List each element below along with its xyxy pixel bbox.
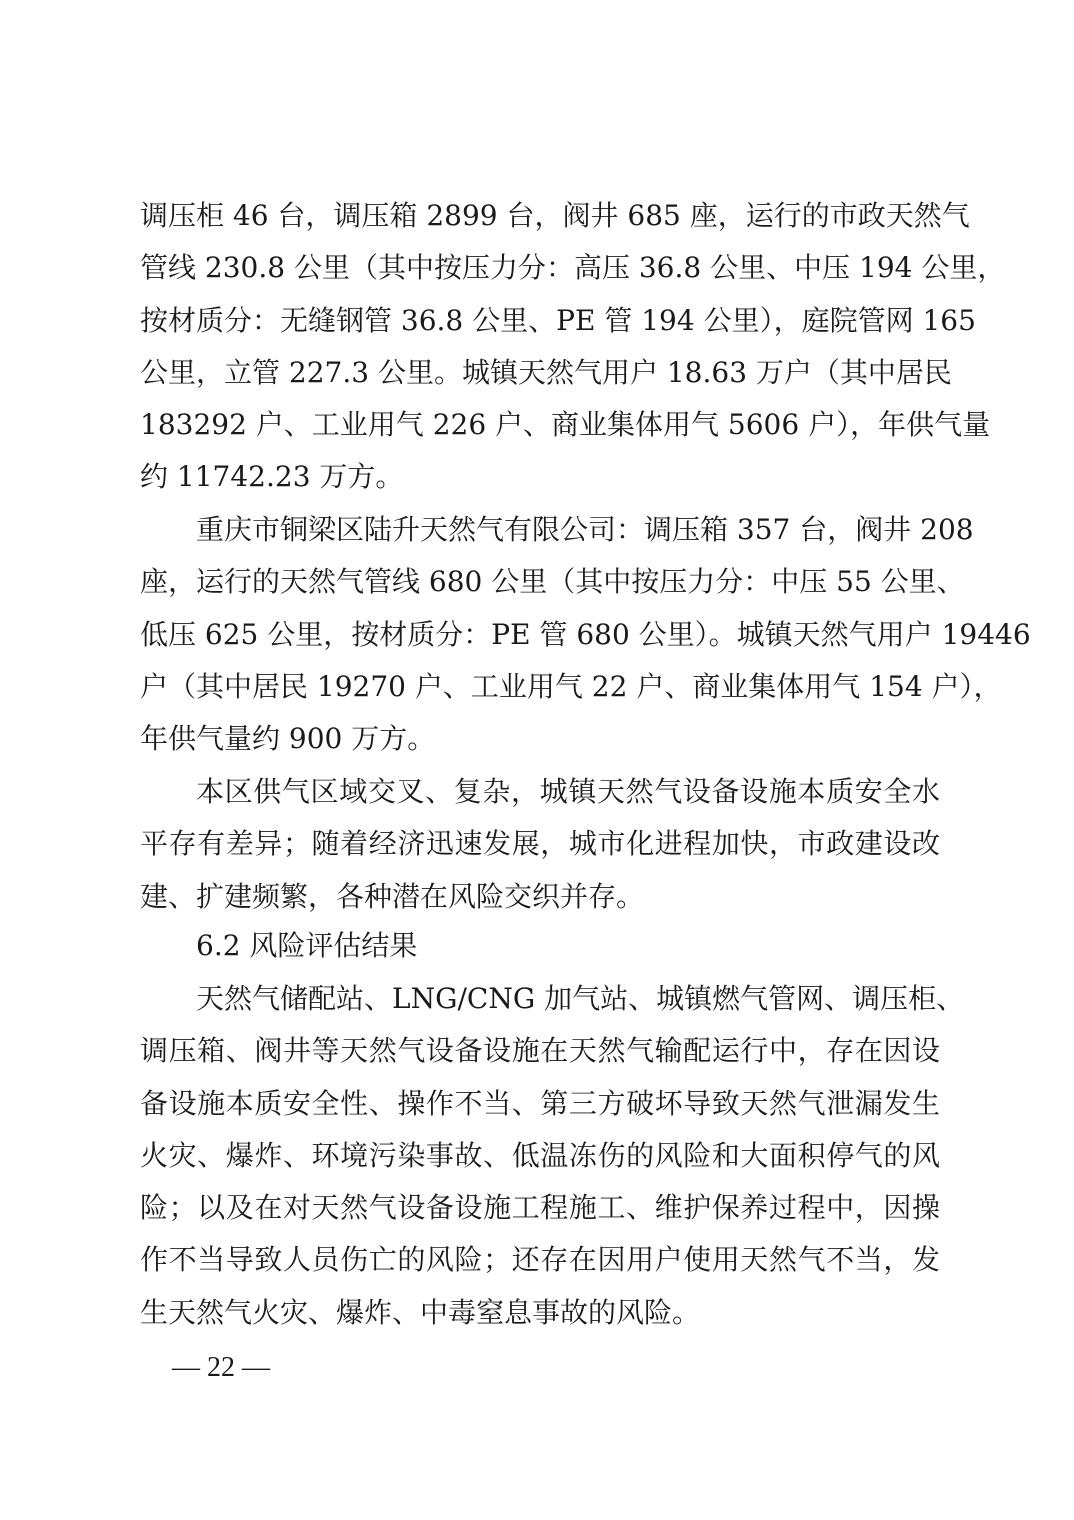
text-line: 按材质分：无缝钢管 36.8 公里、PE 管 194 公里），庭院管网 165 xyxy=(140,303,976,337)
paragraph-risk-assessment-results xyxy=(140,973,965,1339)
text-line: 建、扩建频繁，各种潜在风险交织并存。 xyxy=(140,879,645,913)
text-line: 本区供气区域交叉、复杂，城镇天然气设备设施本质安全水 xyxy=(196,775,940,808)
text-line: 备设施本质安全性、操作不当、第三方破坏导致天然气泄漏发生 xyxy=(140,1086,940,1120)
text-line: 调压柜 46 台，调压箱 2899 台，阀井 685 座，运行的市政天然气 xyxy=(140,199,970,232)
text-line: 户（其中居民 19270 户、工业用气 22 户、商业集体用气 154 户）， xyxy=(140,669,1002,703)
paragraph-supply-area-risk xyxy=(140,766,940,923)
paragraph-gas-facilities-summary xyxy=(140,190,1006,504)
section-heading: 6.2 风险评估结果 xyxy=(196,929,418,962)
text-line: 调压箱、阀井等天然气设备设施在天然气输配运行中，存在因设 xyxy=(140,1034,940,1068)
text-line: 座，运行的天然气管线 680 公里（其中按压力分：中压 55 公里、 xyxy=(140,565,965,599)
text-line: 生天然气火灾、爆炸、中毒窒息事故的风险。 xyxy=(140,1295,701,1329)
text-line: 183292 户、工业用气 226 户、商业集体用气 5606 户），年供气量 xyxy=(140,408,991,442)
text-line: 火灾、爆炸、环境污染事故、低温冻伤的风险和大面积停气的风 xyxy=(140,1138,940,1172)
paragraph-lusheng-gas-company xyxy=(140,504,1031,765)
text-line: 年供气量约 900 万方。 xyxy=(140,722,436,756)
text-line: 约 11742.23 万方。 xyxy=(140,460,404,494)
page-number: — 22 — xyxy=(172,1352,270,1383)
text-line: 平存有差异；随着经济迅速发展，城市化进程加快，市政建设改 xyxy=(140,827,940,861)
text-line: 天然气储配站、LNG/CNG 加气站、城镇燃气管网、调压柜、 xyxy=(196,982,965,1015)
text-line: 管线 230.8 公里（其中按压力分：高压 36.8 公里、中压 194 公里， xyxy=(140,251,1006,285)
text-line: 重庆市铜梁区陆升天然气有限公司：调压箱 357 台，阀井 208 xyxy=(196,513,974,546)
text-line: 低压 625 公里，按材质分：PE 管 680 公里）。城镇天然气用户 19446 xyxy=(140,617,1031,651)
text-line: 作不当导致人员伤亡的风险；还存在因用户使用天然气不当，发 xyxy=(140,1243,940,1277)
text-line: 险；以及在对天然气设备设施工程施工、维护保养过程中，因操 xyxy=(140,1191,940,1225)
text-line: 公里，立管 227.3 公里。城镇天然气用户 18.63 万户（其中居民 xyxy=(140,355,952,389)
